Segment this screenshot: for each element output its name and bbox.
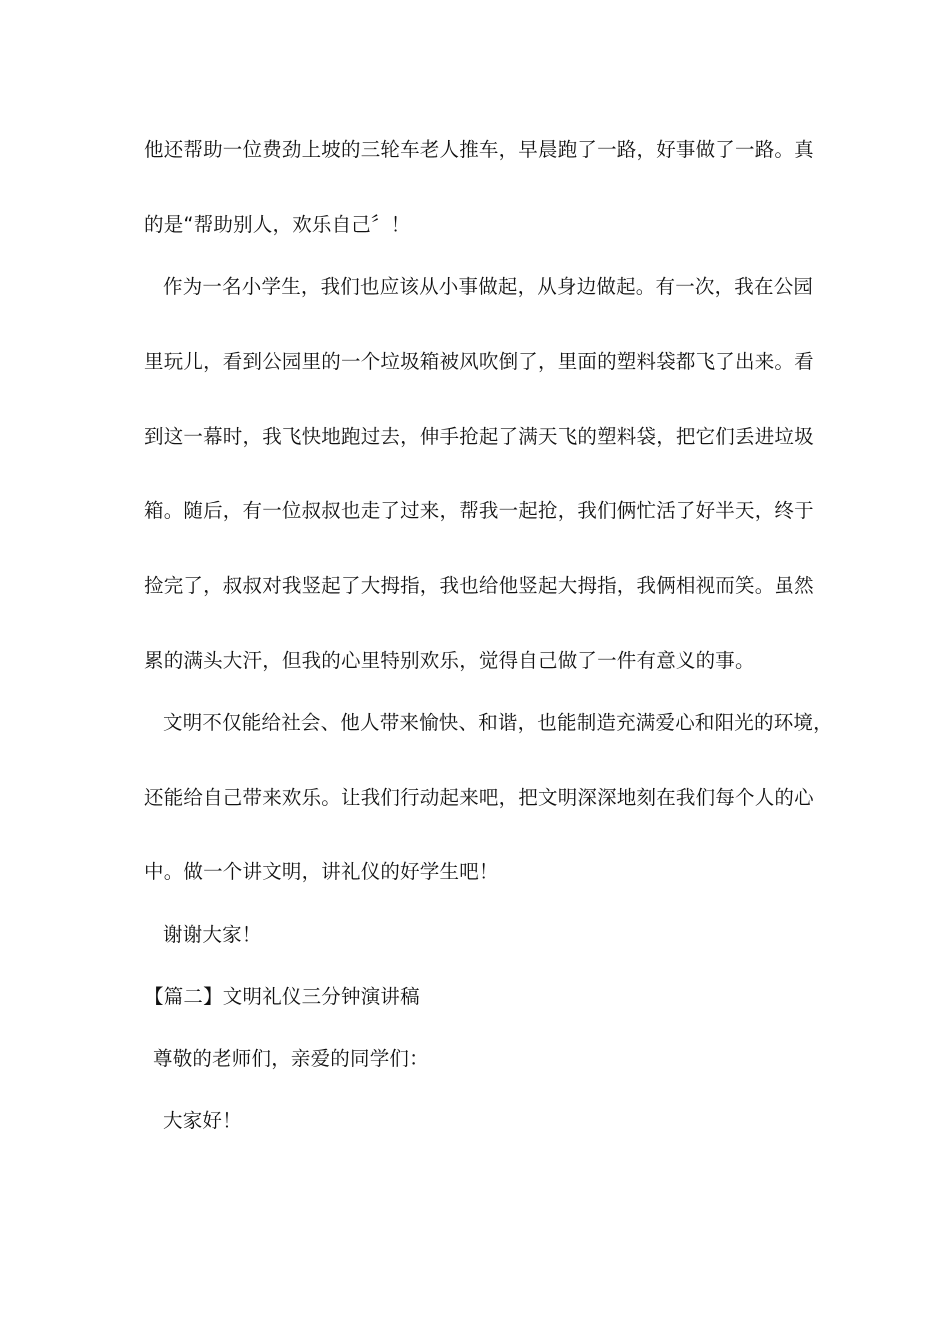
paragraph-3-line-3: 中。做一个讲文明，讲礼仪的好学生吧！ <box>144 860 499 883</box>
paragraph-2-line-4: 箱。随后，有一位叔叔也走了过来，帮我一起抢，我们俩忙活了好半天，终于 <box>144 499 814 522</box>
paragraph-3-line-1: 文明不仅能给社会、他人带来愉快、和谐，也能制造充满爱心和阳光的环境， <box>163 711 833 734</box>
paragraph-2-line-3: 到这一幕时，我飞快地跑过去，伸手抢起了满天飞的塑料袋，把它们丢进垃圾 <box>144 425 814 448</box>
paragraph-3-line-2: 还能给自己带来欢乐。让我们行动起来吧，把文明深深地刻在我们每个人的心 <box>144 786 814 809</box>
paragraph-1-line-2: 的是“帮助别人，欢乐自己〞！ <box>144 213 411 236</box>
greeting-line: 大家好！ <box>163 1109 242 1132</box>
section-2-title: 【篇二】文明礼仪三分钟演讲稿 <box>144 985 420 1008</box>
paragraph-1-line-1: 他还帮助一位费劲上坡的三轮车老人推车，早晨跑了一路，好事做了一路。真 <box>144 138 814 161</box>
paragraph-2-line-2: 里玩儿，看到公园里的一个垃圾箱被风吹倒了，里面的塑料袋都飞了出来。看 <box>144 350 814 373</box>
paragraph-2-line-6: 累的满头大汗，但我的心里特别欢乐，觉得自己做了一件有意义的事。 <box>144 649 755 672</box>
salutation-line: 尊敬的老师们，亲爱的同学们： <box>153 1047 429 1070</box>
paragraph-2-line-5: 捡完了，叔叔对我竖起了大拇指，我也给他竖起大拇指，我俩相视而笑。虽然 <box>144 574 814 597</box>
closing-line: 谢谢大家！ <box>163 923 262 946</box>
paragraph-2-line-1: 作为一名小学生，我们也应该从小事做起，从身边做起。有一次，我在公园 <box>163 275 814 298</box>
